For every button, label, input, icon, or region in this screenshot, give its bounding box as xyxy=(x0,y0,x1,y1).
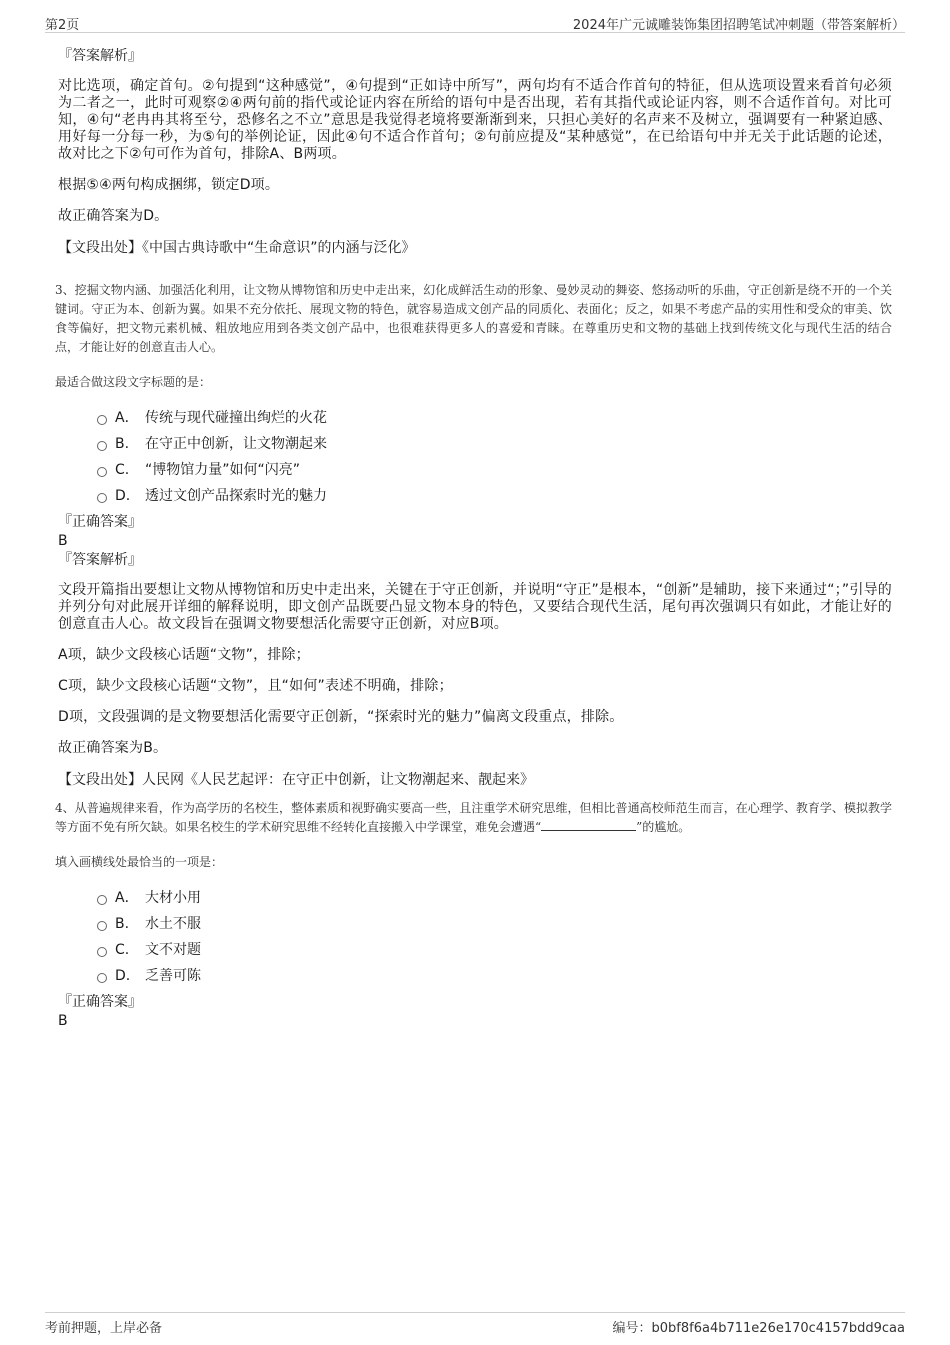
q4-question-text: 4、从普遍规律来看，作为高学历的名校生，整体素质和视野确实要高一些，且注重学术研究思维，但相比普通高校师范生而言，在心理学、教育学、模拟教学等方面不免有所欠缺。如果名校生的学术研究思维不经转化直接搬入中学课堂，难免会遭遇“ ”的尴尬。 xyxy=(55,801,892,834)
q2-source: 【文段出处】《中国古典诗歌中“生命意识”的内涵与泛化》 xyxy=(58,240,416,256)
q4-option-d[interactable]: D. 乏善可陈 xyxy=(97,963,892,989)
q3-option-c[interactable]: C. “博物馆力量”如何“闪亮” xyxy=(97,457,892,483)
q4-prompt: 填入画横线处最恰当的一项是： xyxy=(55,855,224,869)
q4-option-a[interactable]: A． 大材小用 xyxy=(97,885,892,911)
document-title: 2024年广元诚雕装饰集团招聘笔试冲刺题（带答案解析） xyxy=(572,18,905,33)
q3-analysis-paragraph: A项，缺少文段核心话题“文物”，排除； xyxy=(58,647,310,663)
q3-analysis-paragraph: 故正确答案为B。 xyxy=(58,740,168,756)
q2-analysis-paragraph: 故正确答案为D。 xyxy=(58,208,169,224)
q2-analysis-paragraph: 根据⑤④两句构成捆绑，锁定D项。 xyxy=(58,177,280,193)
document-id: 编号：b0bf8f6a4b711e26e170c4157bdd9caa xyxy=(612,1321,905,1336)
radio-circle-icon[interactable] xyxy=(97,973,107,983)
q4-options xyxy=(97,885,892,989)
q3-option-b[interactable]: B. 在守正中创新，让文物潮起来 xyxy=(97,431,892,457)
q4-option-b[interactable]: B. 水土不服 xyxy=(97,911,892,937)
q3-analysis-paragraph: 文段开篇指出要想让文物从博物馆和历史中走出来，关键在于守正创新，并说明“守正”是根本，“创新”是辅助，接下来通过“；”引导的并列分句对此展开详细的解释说明，即文创产品既要凸显文物本身的特色，又要结合现代生活，尾句再次强调只有如此，才能让好的创意直击人心。故文段旨在强调文物要想活化需要守正创新，对应B项。 xyxy=(58,582,892,632)
q3-option-a[interactable]: A． 传统与现代碰撞出绚烂的火花 xyxy=(97,405,892,431)
radio-circle-icon[interactable] xyxy=(97,415,107,425)
page-footer xyxy=(45,1312,905,1335)
radio-circle-icon[interactable] xyxy=(97,921,107,931)
radio-circle-icon[interactable] xyxy=(97,467,107,477)
q3-analysis-label: 『答案解析』 xyxy=(58,552,142,568)
q3-options xyxy=(97,405,892,509)
radio-circle-icon[interactable] xyxy=(97,493,107,503)
q3-analysis-paragraph: C项，缺少文段核心话题“文物”，且“如何”表述不明确，排除； xyxy=(58,678,453,694)
q3-prompt: 最适合做这段文字标题的是： xyxy=(55,375,212,389)
q3-analysis-paragraph: D项，文段强调的是文物要想活化需要守正创新，“探索时光的魅力”偏离文段重点，排除。 xyxy=(58,709,624,725)
q3-source: 【文段出处】人民网《人民艺起评：在守正中创新，让文物潮起来、靓起来》 xyxy=(58,772,534,788)
radio-circle-icon[interactable] xyxy=(97,441,107,451)
q4-answer-label: 『正确答案』 xyxy=(58,994,142,1010)
footer-slogan: 考前押题，上岸必备 xyxy=(45,1321,163,1336)
q3-question-text: 3、挖掘文物内涵、加强活化利用，让文物从博物馆和历史中走出来，幻化成鲜活生动的形象、曼妙灵动的舞姿、悠扬动听的乐曲，守正创新是绕不开的一个关键词。守正为本、创新为翼。如果不充分依托、展现文物的特色，就容易造成文创产品的同质化、表面化；反之，如果不考虑产品的实用性和受众的审美、饮食等偏好，把文物元素机械、粗放地应用到各类文创产品中，也很难获得更多人的喜爱和青睐。在尊重历史和文物的基础上找到传统文化与现代生活的结合点，才能让好的创意直击人心。 xyxy=(55,283,892,354)
q2-analysis-label: 『答案解析』 xyxy=(58,48,142,64)
q3-option-d[interactable]: D. 透过文创产品探索时光的魅力 xyxy=(97,483,892,509)
radio-circle-icon[interactable] xyxy=(97,947,107,957)
radio-circle-icon[interactable] xyxy=(97,895,107,905)
q3-answer-label: 『正确答案』 xyxy=(58,514,142,530)
page-header xyxy=(45,12,905,33)
q4-answer: B xyxy=(58,1013,68,1029)
q2-analysis-paragraph: 对比选项，确定首句。②句提到“这种感觉”，④句提到“正如诗中所写”，两句均有不适合作首句的特征，但从选项设置来看首句必须为二者之一，此时可观察②④两句前的指代或论证内容在所给的语句中是否出现，若有其指代或论证内容，则不合适作首句。对比可知，④句“老冉冉其将至兮，恐修名之不立”意思是我觉得老境将要渐渐到来，只担心美好的名声来不及树立，强调要有一种紧迫感、用好每一分每一秒，为⑤句的举例论证，因此④句不适合作首句；②句前应提及“某种感觉”，在已给语句中并无关于此话题的论述，故对比之下②句可作为首句，排除A、B两项。 xyxy=(58,78,892,162)
q3-answer: B xyxy=(58,533,68,549)
document-content xyxy=(55,46,892,1030)
page-number: 第2页 xyxy=(45,18,80,33)
fill-blank-line xyxy=(541,818,636,831)
q4-option-c[interactable]: C. 文不对题 xyxy=(97,937,892,963)
